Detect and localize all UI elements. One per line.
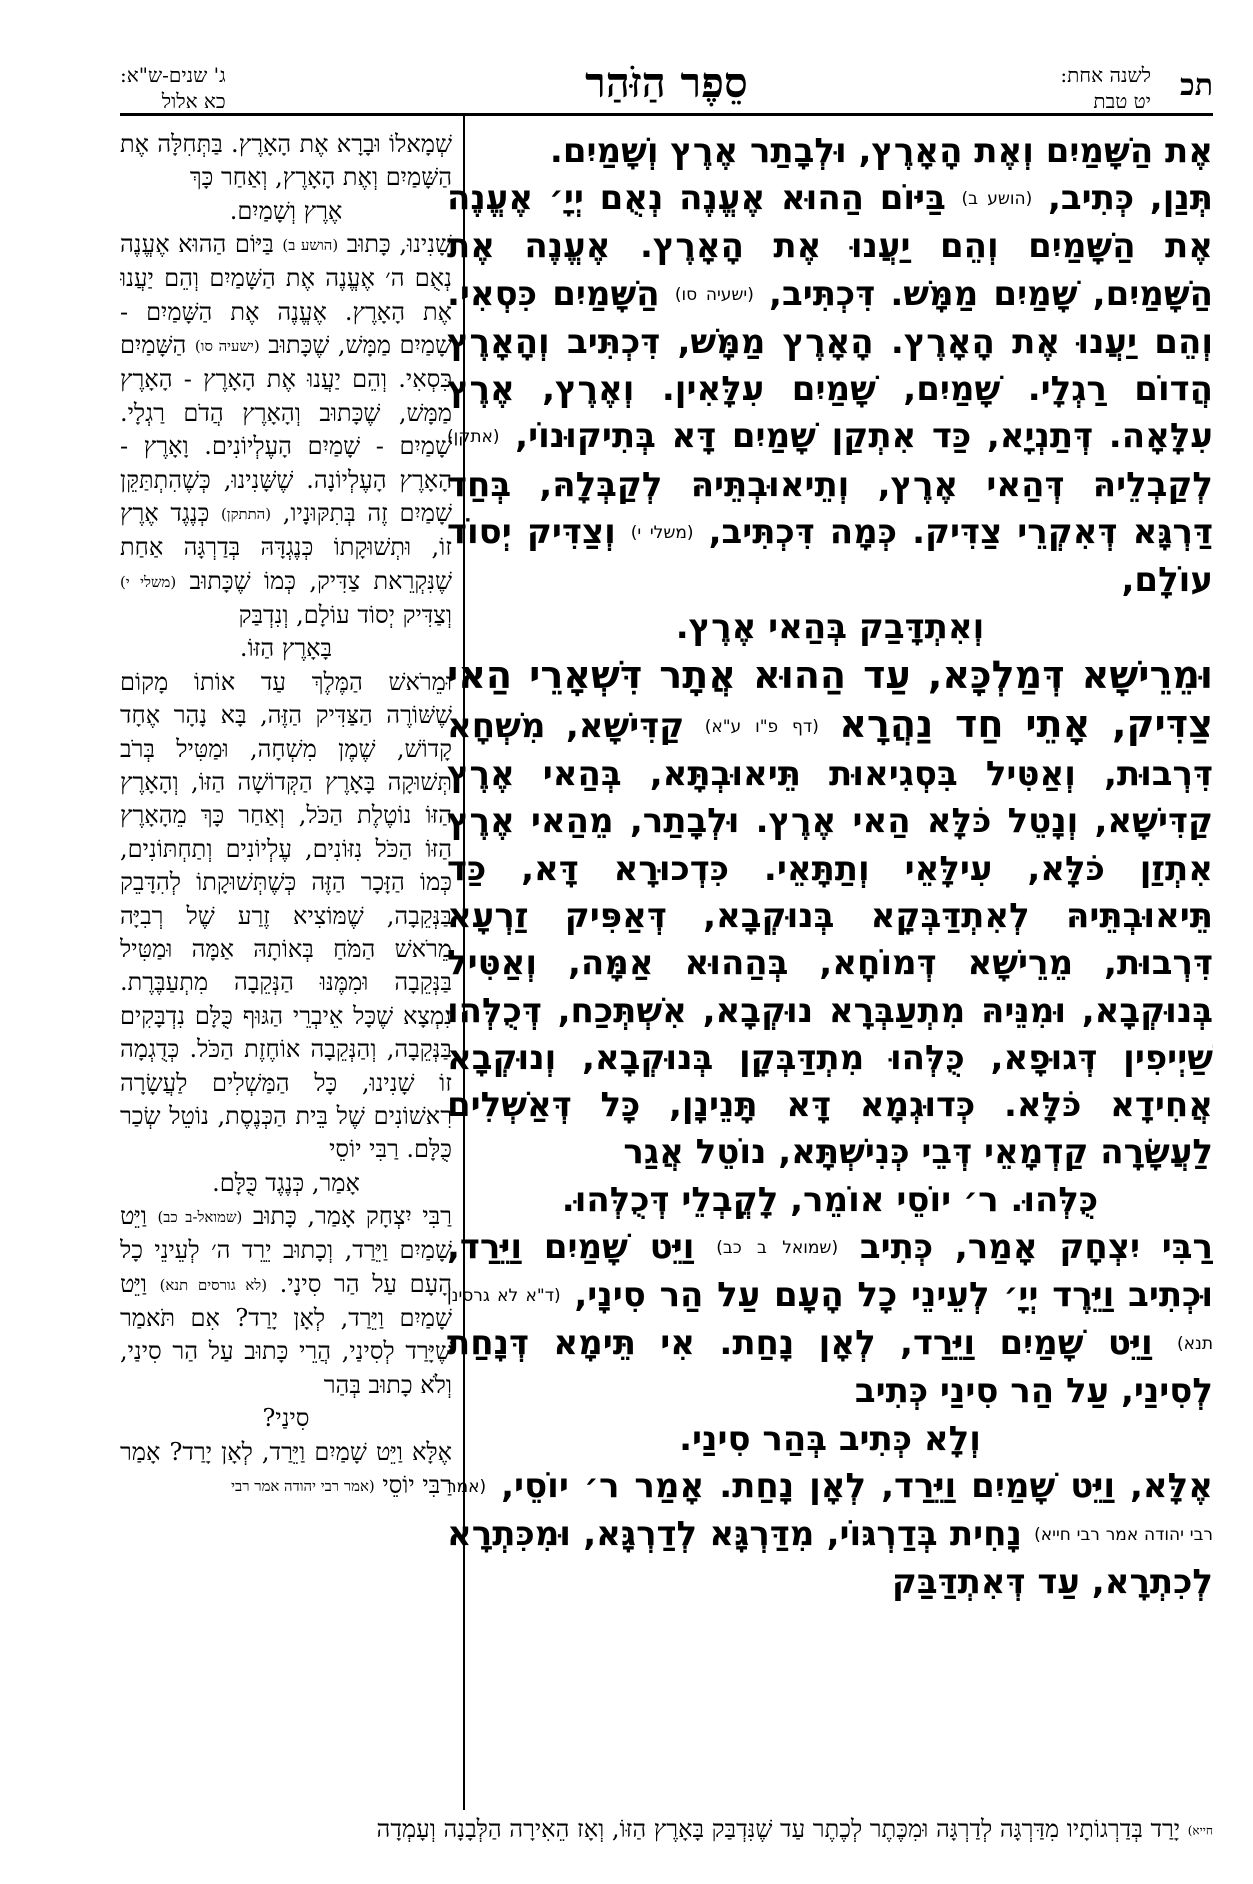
paragraph-end: בָּאָרֶץ הַזּוֹ. (239, 634, 333, 663)
paragraph-end: וְאִתְדָּבַק בְּהַאי אֶרֶץ. (675, 607, 985, 648)
schedule-date: יט טבת (1093, 89, 1151, 113)
text: וַיֵּט שָׁמַיִם וַיֵּרַד, וּכְתִיב וַיֵּרֶד יְיָ׳ לְעֵינֵי כָל הָעָם עַל הַר סִינָי, (447, 1227, 1213, 1316)
verse-ref: (משלי י) (120, 572, 177, 591)
text: וְצַדִּיק יְסוֹד עוֹלָם, (447, 511, 1213, 601)
text: וַיֵּט שָׁמַיִם וַיֵּרַד, לְאָן נָחַת. אִי תֵּימָא דְּנָחַת לְסִינַי, עַל הַר סִינַי כְּתִיב (447, 1323, 1213, 1412)
book-title: סֵפֶר הַזֹּהַר (585, 58, 748, 107)
text: קַדִּישָׁא, מִשְׁחָא דִּרְבוּת, וְאַטִּיל בִּסְגִיאוּת תֵּיאוּבְתָּא, בְּהַאי אֶרֶץ קַדִּישָׁא, וְנָטֵל כֹּלָּא הַאי אֶרֶץ. וּלְבָתַר, מֵהַאי אֶרֶץ אִתְזַן כֹּלָּא, עִילָּאֵי וְתַתָּאֵי. כִּדְכוּרָא דָּא, כַּד תֵּיאוּבְתֵּיהּ לְאִתְדַּבְּקָא בְּנוּקְבָא, דְּאַפִּיק זַרְעָא דִּרְבוּת, מֵרֵישָׁא דְּמוֹחָא, בְּהַהוּא אַמָּה, וְאַטִּיל בְּנוּקְבָא, וּמִנֵּיהּ מִתְעַבְּרָא נוּקְבָא, אִשְׁתְּכַח, דְּכֻלְּהוּ שַׁיְיפִין דְּגוּפָא, כֻּלְּהוּ מִתְדַּבְּקָן בְּנוּקְבָא, וְנוּקְבָא אֲחִידָא כֹּלָּא. כְּדוּגְמָא דָּא תָּנֵינָן, כָּל דְּאַשְׁלִים לַעֲשָׂרָה קַדְמָאֵי דְּבֵי כְּנִישְׁתָּא, נוֹטֵל אֲגַר (447, 705, 1213, 1173)
verse-ref: (הושע ב) (282, 236, 339, 255)
column-divider (463, 113, 465, 1810)
page-number: תכ (1180, 68, 1213, 103)
verse-ref: (שמואל ב כב) (716, 1237, 839, 1258)
paragraph (447, 175, 1213, 604)
paragraph (447, 1224, 1213, 1416)
text: וְצַדִּיק יְסוֹד עוֹלָם, וְנִדְבַּק (238, 600, 452, 629)
verse-ref: (ישעיה סו) (194, 337, 260, 356)
verse-ref: (ישעיה סו) (674, 284, 754, 305)
paragraph-end: אֶרֶץ וְשָׁמַיִם. (229, 196, 343, 225)
variant-note: חייא) (1187, 1823, 1213, 1838)
paragraph (447, 128, 1213, 175)
paragraph (120, 228, 452, 632)
text: רַבִּי יִצְחָק אָמַר, כָּתוּב (252, 1202, 452, 1231)
paragraph (120, 1436, 452, 1504)
variant-note: (אמר רבי יהודה אמר רבי (231, 1476, 375, 1495)
text: אֶלָּא וַיֵּט שָׁמַיִם וַיֵּרַד, לְאָן יָרַד? אָמַר רַבִּי יוֹסֵי (120, 1437, 452, 1500)
paragraph (447, 652, 1213, 1177)
variant-note: (ד"א לא גרסינן תנא) (447, 1286, 1213, 1355)
paragraph (120, 128, 452, 195)
text: וַיֵּט שָׁמַיִם וַיֵּרַד, לְאָן יָרַד? אִם תֹּאמַר שֶׁיָּרַד לְסִינַי, הֲרֵי כָּתוּב עַל הַר סִינַי, וְלֹא כָתוּב בְּהַר (120, 1269, 452, 1399)
text: יָרַד בְּדַרְגוֹתָיו מִדַּרְגָּה לְדַרְגָּה וּמִכֶּתֶר לְכֶתֶר עַד שֶׁנִּדְבַּק בָּאָרֶץ הַזּוֹ, וְאָז הֵאִירָה הַלְּבָנָה וְעָמְדָה (376, 1815, 1181, 1843)
study-schedule-three-years (120, 62, 226, 114)
verse-ref: (משלי י) (630, 522, 694, 543)
schedule-label: ג' שנים-ש"א: (120, 63, 226, 87)
aramaic-column (447, 128, 1213, 1818)
header-rule (120, 113, 1213, 116)
variant-note: (אתקן) (447, 427, 500, 448)
text: רַבִּי יִצְחָק אָמַר, כְּתִיב (859, 1227, 1213, 1268)
text: שְׁמָאלוֹ וּבָרָא אֶת הָאָרֶץ. בַּתְּחִלָּה אֶת הַשָּׁמַיִם וְאֶת הָאָרֶץ, וְאַחַר כָּךְ (120, 130, 452, 192)
text: וַיֵּט שָׁמַיִם וַיֵּרַד, וְכָתוּב יֵרֵד ה׳ לְעֵינֵי כָל הָעָם עַל הַר סִינָי. (120, 1202, 452, 1298)
schedule-label: לשנה אחת: (1060, 63, 1151, 87)
text: הַשָּׁמַיִם כִּסְאִי. וְהֵם יַעֲנוּ אֶת הָאָרֶץ - הָאָרֶץ מַמָּשׁ, שֶׁכָּתוּב וְהָאָרֶץ הֲדֹם רַגְלָי. שָׁמַיִם - שָׁמַיִם הָעֶלְיוֹנִים. וָאָרֶץ - הָאָרֶץ הָעֶלְיוֹנָה. שֶׁשָּׁנִינוּ, כְּשֶׁהִתְתַּקֵּן שָׁמַיִם זֶה בְּתִקּוּנָיו, (120, 331, 452, 528)
paragraph (447, 1463, 1213, 1607)
paragraph (120, 1200, 452, 1402)
text: וּמֵרֵישָׁא דְּמַלְכָּא, עַד הַהוּא אֲתָר דִּשְׁאָרֵי הַאי צַדִּיק, אָתֵי חַד נַהֲרָא (447, 652, 1213, 746)
variant-note: (לא גורסים תנא) (159, 1275, 268, 1294)
paragraph-end: סִינַי? (262, 1404, 310, 1433)
hebrew-translation-column (120, 128, 452, 1818)
verse-ref: (שמואל-ב כב) (157, 1207, 243, 1226)
text: נָחִית בְּדַרְגּוֹי, מִדַּרְגָּא לְדַרְגָּא, וּמִכִּתְרָא לְכִתְרָא, עַד דְּאִתְדַּבַּק (447, 1514, 1213, 1603)
text: הַשָּׁמַיִם כִּסְאִי. וְהֵם יַעֲנוּ אֶת הָאָרֶץ. הָאָרֶץ מַמָּשׁ, דִּכְתִּיב וְהָאָרֶץ הֲדוֹם רַגְלָי. שָׁמַיִם, שָׁמַיִם עִלָּאִין. וְאֶרֶץ, אֶרֶץ עִלָּאָה. דְּתַנְיָא, כַּד אִתְקַן שָׁמַיִם דָּא בְּתִיקוּנוֹי, (447, 273, 1213, 457)
verse-ref: (הושע ב) (961, 189, 1033, 210)
text: תְּנַן, כְּתִיב, (1047, 178, 1213, 219)
text: כְּנֶגֶד אֶרֶץ זוֹ, וּתְשׁוּקָתוֹ כְּנֶגְדָּהּ בְּדַרְגָּה אַחַת שֶׁנִּקְרֵאת צַדִּיק, כְּמוֹ שֶׁכָּתוּב (120, 499, 452, 595)
text: בַּיּוֹם הַהוּא אֶעֱנֶה נְאֻם ה׳ אֶעֱנֶה אֶת הַשָּׁמַיִם וְהֵם יַעֲנוּ אֶת הָאָרֶץ. אֶעֱנֶה אֶת הַשָּׁמַיִם - שָׁמַיִם מַמָּשׁ, שֶׁכָּתוּב (120, 230, 452, 360)
paragraph-end: כֻּלְּהוּ. ר׳ יוֹסֵי אוֹמֵר, לָקֳבְלֵי דְּכֻלְּהוּ. (561, 1179, 1099, 1220)
text: אֶת הַשָּׁמַיִם וְאֶת הָאָרֶץ, וּלְבָתַר אֶרֶץ וְשָׁמַיִם. (549, 131, 1213, 171)
text: אֶלָּא, וַיֵּט שָׁמַיִם וַיֵּרַד, לְאָן נָחַת. אָמַר ר׳ יוֹסֵי, (501, 1466, 1213, 1507)
paragraph-end: וְלָא כְּתִיב בְּהַר סִינַי. (679, 1418, 981, 1459)
variant-note: (התתקן) (220, 504, 272, 523)
text: וּמֵרֹאשׁ הַמֶּלֶךְ עַד אוֹתוֹ מָקוֹם שֶׁשּׁוֹרֶה הַצַּדִּיק הַזֶּה, בָּא נָהָר אֶחָד קָדוֹשׁ, שֶׁמֶן מִשְׁחָה, וּמַטִּיל בְּרֹב תְּשׁוּקָה בָּאָרֶץ הַקְּדוֹשָׁה הַזּוֹ, וְהָאָרֶץ הַזּוֹ נוֹטֶלֶת הַכֹּל, וְאַחַר כָּךְ מֵהָאָרֶץ הַזּוֹ הַכֹּל נִזּוֹנִים, עֶלְיוֹנִים וְתַחְתּוֹנִים, כְּמוֹ הַזָּכָר הַזֶּה כְּשֶׁתְּשׁוּקָתוֹ לְהִדָּבֵק בַּנְּקֵבָה, שֶׁמּוֹצִיא זֶרַע שֶׁל רְבִיָּה מֵרֹאשׁ הַמֹּחַ בְּאוֹתָהּ אַמָּה וּמַטִּיל בַּנְּקֵבָה וּמִמֶּנּוּ הַנְּקֵבָה מִתְעַבֶּרֶת. נִמְצָא שֶׁכָּל אֵיבְרֵי הַגּוּף כֻּלָּם נִדְבָּקִים בַּנְּקֵבָה, וְהַנְּקֵבָה אוֹחֶזֶת הַכֹּל. כְּדֻגְמָה זוֹ שָׁנִינוּ, כָּל הַמַּשְׁלִים לַעֲשָׂרָה רִאשׁוֹנִים שֶׁל בֵּית הַכְּנֶסֶת, נוֹטֵל שְׂכַר כֻּלָּם. רַבִּי יוֹסֵי (120, 667, 452, 1164)
variant-note: (אמר רבי יהודה אמר רבי חייא) (447, 1476, 1213, 1546)
paragraph (120, 666, 452, 1167)
text: שָׁנִינוּ, כָּתוּב (346, 230, 452, 259)
footer-line (120, 1812, 1213, 1848)
folio-ref: (דף פ"ו ע"א) (704, 716, 819, 737)
page-header (120, 58, 1213, 116)
paragraph-end: אָמַר, כְּנֶגֶד כֻּלָּם. (212, 1168, 360, 1197)
text: לְקַבְלֵיהּ דְּהַאי אֶרֶץ, וְתֵיאוּבְתֵּיהּ לְקַבְּלָהּ, בְּחַד דַּרְגָּא דְּאִקְרֵי צַדִּיק. כְּמָה דִּכְתִּיב, (447, 464, 1213, 552)
text: בַּיּוֹם הַהוּא אֶעֱנֶה נְאֻם יְיָ׳ אֶעֱנֶה אֶת הַשָּׁמַיִם וְהֵם יַעֲנוּ אֶת הָאָרֶץ. אֶעֱנֶה אֶת הַשָּׁמַיִם, שָׁמַיִם מַמָּשׁ. דִּכְתִּיב, (447, 178, 1213, 314)
schedule-date: כא אלול (161, 89, 226, 113)
